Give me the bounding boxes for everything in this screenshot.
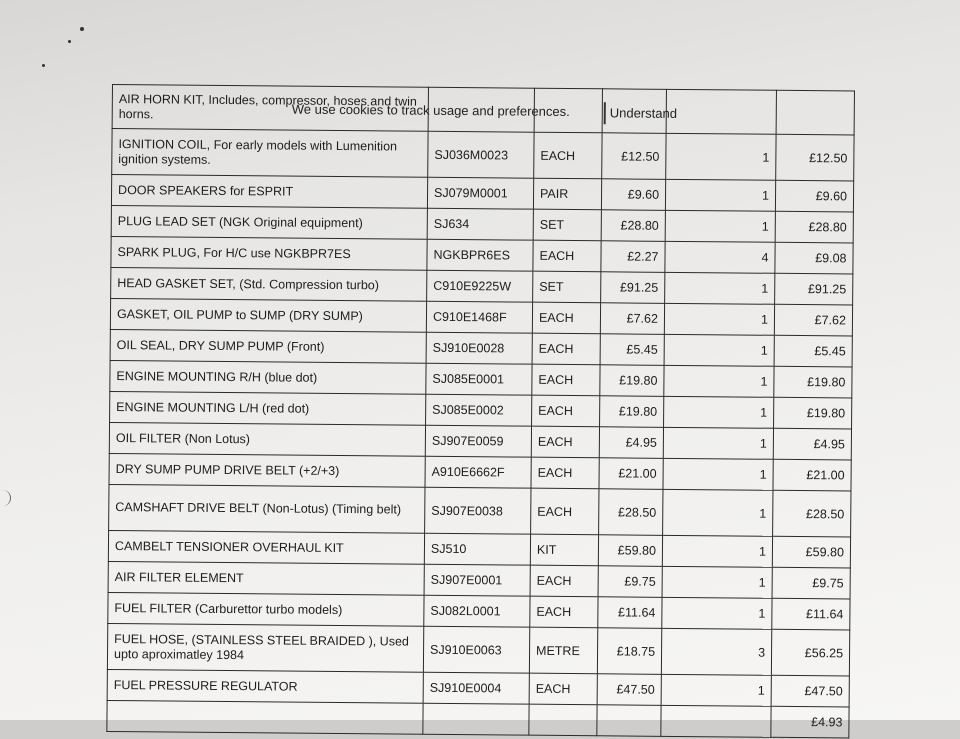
unit-cell: EACH (534, 132, 602, 179)
quantity-cell: 1 (664, 396, 774, 428)
unit-price-cell: £7.62 (600, 303, 664, 335)
cookie-message: We use cookies to track usage and preferences. (291, 101, 570, 119)
unit-cell: EACH (531, 488, 599, 535)
unit-cell: EACH (530, 596, 598, 628)
quantity-cell (666, 89, 776, 134)
line-total-cell (776, 90, 854, 135)
description-cell: CAMBELT TENSIONER OVERHAUL KIT (108, 530, 424, 564)
quantity-cell: 1 (663, 489, 773, 536)
description-cell: AIR FILTER ELEMENT (108, 561, 424, 595)
line-total-cell: £47.50 (771, 675, 849, 707)
part-number-cell: SJ910E0063 (423, 626, 529, 673)
quantity-cell: 1 (665, 272, 775, 304)
quantity-cell: 1 (664, 334, 774, 366)
line-total-cell: £91.25 (775, 273, 853, 305)
quantity-cell: 1 (664, 303, 774, 335)
description-cell: IGNITION COIL, For early models with Lumenition ignition systems. (112, 129, 428, 178)
description-cell: HEAD GASKET SET, (Std. Compression turbo) (111, 267, 427, 301)
quantity-cell: 1 (664, 365, 774, 397)
unit-price-cell: £5.45 (600, 334, 664, 366)
unit-price-cell: £19.80 (600, 396, 664, 428)
unit-cell: EACH (531, 426, 599, 458)
part-number-cell: SJ036M0023 (428, 131, 534, 178)
unit-cell: EACH (532, 395, 600, 427)
part-number-cell: SJ634 (427, 208, 533, 240)
part-number-cell: SJ907E0038 (425, 487, 531, 534)
line-total-cell: £56.25 (771, 629, 849, 676)
paper-fold-mark (0, 490, 11, 506)
part-number-cell: SJ907E0001 (424, 564, 530, 596)
quantity-cell (661, 705, 771, 737)
table-row (107, 623, 849, 675)
description-cell: AIR HORN KIT, Includes, compressor, hoses and twin horns. (112, 85, 428, 132)
unit-cell (529, 704, 597, 736)
part-number-cell: NGKBPR6ES (427, 239, 533, 271)
unit-price-cell: £19.80 (600, 365, 664, 397)
part-number-cell: SJ910E0028 (426, 332, 532, 364)
unit-cell: EACH (529, 673, 597, 705)
unit-price-cell (597, 705, 661, 737)
unit-cell: EACH (532, 333, 600, 365)
line-total-cell: £12.50 (776, 134, 854, 181)
unit-cell: SET (533, 209, 601, 241)
part-number-cell: SJ082L0001 (424, 595, 530, 627)
unit-price-cell: £11.64 (598, 597, 662, 629)
dust-speck (42, 64, 45, 67)
part-number-cell: SJ910E0004 (423, 672, 529, 704)
unit-cell: EACH (532, 364, 600, 396)
quantity-cell: 1 (666, 133, 776, 180)
quantity-cell: 1 (662, 566, 772, 598)
description-cell: FUEL FILTER (Carburettor turbo models) (108, 592, 424, 626)
line-total-cell: £5.45 (774, 335, 852, 367)
line-total-cell: £9.75 (772, 567, 850, 599)
parts-price-sheet (106, 84, 960, 731)
cookie-divider (604, 102, 606, 124)
unit-cell: METRE (529, 627, 597, 674)
description-cell: ENGINE MOUNTING R/H (blue dot) (110, 360, 426, 394)
part-number-cell (423, 703, 529, 735)
parts-table-body (107, 85, 855, 738)
description-cell: GASKET, OIL PUMP to SUMP (DRY SUMP) (110, 298, 426, 332)
description-cell: DOOR SPEAKERS for ESPRIT (111, 175, 427, 209)
unit-cell: SET (533, 271, 601, 303)
unit-price-cell: £59.80 (598, 535, 662, 567)
description-cell: FUEL HOSE, (STAINLESS STEEL BRAIDED ), Used upto aproximatley 1984 (107, 623, 423, 672)
unit-cell: EACH (530, 565, 598, 597)
unit-price-cell: £12.50 (602, 133, 666, 180)
line-total-cell: £19.80 (774, 366, 852, 398)
description-cell: CAMSHAFT DRIVE BELT (Non-Lotus) (Timing belt) (109, 484, 425, 533)
quantity-cell: 1 (663, 458, 773, 490)
description-cell: FUEL PRESSURE REGULATOR (107, 669, 423, 703)
dust-speck (80, 27, 84, 31)
quantity-cell: 1 (663, 427, 773, 459)
cookie-understand-button[interactable]: Understand (609, 105, 678, 121)
table-row (107, 700, 849, 737)
unit-price-cell: £28.80 (601, 210, 665, 242)
line-total-cell: £28.50 (773, 490, 851, 537)
quantity-cell: 1 (665, 179, 775, 211)
line-total-cell: £9.08 (775, 242, 853, 274)
unit-cell: PAIR (533, 178, 601, 210)
table-row (109, 484, 851, 536)
description-cell: OIL FILTER (Non Lotus) (109, 422, 425, 456)
quantity-cell: 1 (662, 535, 772, 567)
line-total-cell: £9.60 (775, 180, 853, 212)
unit-price-cell: £47.50 (597, 674, 661, 706)
quantity-cell: 1 (662, 597, 772, 629)
unit-cell: EACH (531, 457, 599, 489)
part-number-cell: A910E6662F (425, 456, 531, 488)
description-cell: SPARK PLUG, For H/C use NGKBPR7ES (111, 236, 427, 270)
line-total-cell: £19.80 (774, 397, 852, 429)
unit-price-cell: £18.75 (597, 628, 661, 675)
unit-price-cell: £28.50 (599, 489, 663, 536)
description-cell: OIL SEAL, DRY SUMP PUMP (Front) (110, 329, 426, 363)
quantity-cell: 1 (665, 210, 775, 242)
unit-price-cell: £4.95 (599, 427, 663, 459)
part-number-cell: C910E1468F (426, 301, 532, 333)
part-number-cell: C910E9225W (427, 270, 533, 302)
unit-cell: KIT (530, 534, 598, 566)
description-cell: PLUG LEAD SET (NGK Original equipment) (111, 205, 427, 239)
dust-speck (68, 40, 71, 43)
description-cell: ENGINE MOUNTING L/H (red dot) (110, 391, 426, 425)
unit-price-cell: £9.75 (598, 566, 662, 598)
line-total-cell: £59.80 (772, 536, 850, 568)
line-total-cell: £7.62 (774, 304, 852, 336)
unit-price-cell: £9.60 (601, 179, 665, 211)
unit-price-cell: £2.27 (601, 241, 665, 273)
unit-cell: EACH (532, 302, 600, 334)
part-number-cell: SJ085E0002 (426, 394, 532, 426)
part-number-cell: SJ079M0001 (427, 177, 533, 209)
part-number-cell: SJ510 (424, 533, 530, 565)
part-number-cell: SJ907E0059 (425, 425, 531, 457)
quantity-cell: 3 (661, 628, 771, 675)
unit-price-cell: £21.00 (599, 458, 663, 490)
quantity-cell: 4 (665, 241, 775, 273)
table-row (112, 129, 854, 181)
line-total-cell: £4.95 (773, 428, 851, 460)
line-total-cell: £21.00 (773, 459, 851, 491)
description-cell: DRY SUMP PUMP DRIVE BELT (+2/+3) (109, 453, 425, 487)
part-number-cell: SJ085E0001 (426, 363, 532, 395)
line-total-cell: £11.64 (772, 598, 850, 630)
parts-table (106, 84, 855, 738)
quantity-cell: 1 (661, 674, 771, 706)
unit-cell: EACH (533, 240, 601, 272)
line-total-cell: £28.80 (775, 211, 853, 243)
description-cell (107, 700, 423, 734)
unit-price-cell: £91.25 (601, 272, 665, 304)
line-total-cell: £4.93 (771, 706, 849, 738)
